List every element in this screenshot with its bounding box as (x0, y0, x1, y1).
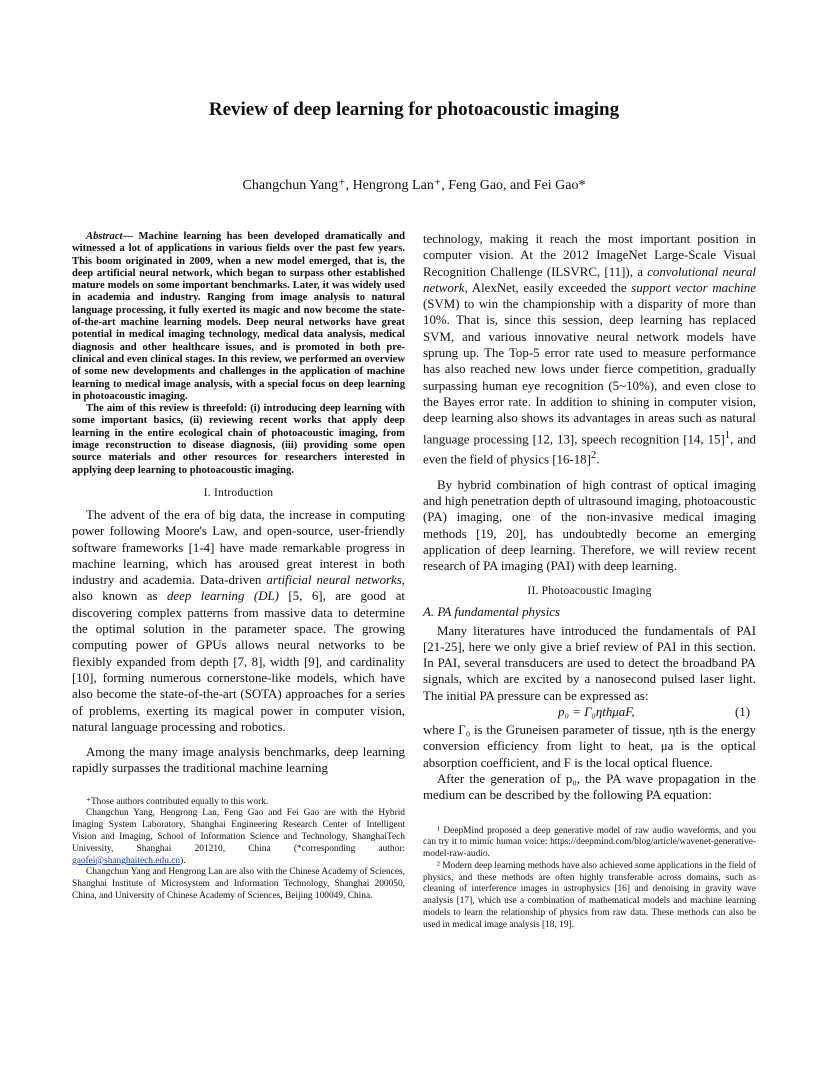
right-paragraph-2: By hybrid combination of high contrast of optical imaging and high penetration depth of ultrasound imaging, photoacoustic (PA) imaging, one of the non-invasive medical imaging methods [19, 20], has undoubtedly become an emerging application of deep learning. Therefore, we will review recent research of PA imaging (PAI) with deep learning. (423, 477, 756, 574)
right-text-c: (SVM) to win the championship with a disparity of more than 10%. That is, since this session, deep learning has replaced SVM, and various innovative neural network models have sprung up. The Top-5 error rate used to measure performance has also reached new lows under fierce competition, gradually surpassing human eye recognition (5~10%), and even close to the Bayes error rate. In addition to shining in computer vision, deep learning also shows its advantages in areas such as natural language processing [12, 13], speech recognition [14, 15] (423, 297, 756, 446)
author-list: Changchun Yang⁺, Hengrong Lan⁺, Feng Gao, and Fei Gao* (242, 178, 586, 193)
physics-paragraph-2: where Γ₀ is the Gruneisen parameter of tissue, ηth is the energy conversion efficiency from light to heat, μa is the optical absorption coefficient, and F is the local optical fluence. (423, 723, 756, 770)
affiliation-end: ). (180, 855, 186, 866)
footnote-2: ² Modern deep learning methods have also achieved some applications in the field of physics, and these methods are often highly transferable across domains, such as cleaning of interference images in astrophysics [16] and denoising in gravity wave analysis [17], which use a combination of mathematical models and machine learning models to learn the relationship of physics from raw data. These methods can also be used in medical image analysis [18, 19]. (423, 860, 756, 930)
right-paragraph-1 (423, 231, 756, 468)
right-column (423, 231, 756, 932)
left-column (72, 231, 405, 903)
equation-1 (423, 704, 756, 722)
right-text-e: . (596, 452, 600, 467)
intro-emphasis-dl: deep learning (DL) (166, 589, 279, 604)
footnote-contrib: ⁺Those authors contributed equally to this work. (86, 796, 269, 807)
footnote-ref-1: 1 (724, 428, 731, 441)
right-text-a: technology, making it reach the most important position in computer vision. At the 2012 ImageNet Large-Scale Visual Recognition Challenge (ILSVRC, [11]), a (423, 232, 756, 279)
paragraph-gap (72, 735, 405, 744)
intro-text-c: [5, 6], are good at discovering complex patterns from massive data to determine the optimal solution in the parameter space. The growing computing power of GPUs allows neural networks to be flexibly expanded from depth [7, 8], width [9], and cardinality [10], forming numerous cornerstone-like models, which have also become the state-of-the-art (SOTA) approaches for a series of problems, exerting its magical power in computer vision, natural language processing and robotics. (72, 589, 405, 734)
physics-paragraph-3: After the generation of p₀, the PA wave propagation in the medium can be described by the following PA equation: (423, 771, 756, 803)
intro-emphasis-ann: artificial neural networks (266, 573, 402, 588)
physics-paragraph-1: Many literatures have introduced the fundamentals of PAI [21-25], here we only give a brief review of PAI in this section. In PAI, several transducers are used to detect the broadband PA signals, which are excited by a nanosecond pulsed laser light. The initial PA pressure can be expressed as: (423, 623, 756, 703)
footnote-1: ¹ DeepMind proposed a deep generative model of raw audio waveforms, and you can try it to mimic human voice: https://deepmind.com/blog/article/wavenet-generative-model-raw-audio. (423, 825, 756, 860)
affiliation-text: Changchun Yang, Hengrong Lan, Feng Gao and Fei Gao are with the Hybrid Imaging System Laboratory, Shanghai Engineering Research Center of Intelligent Vision and Imaging, School of Information Science and Technology, ShanghaiTech University, Shanghai 201210, China (*corresponding author: (72, 808, 405, 854)
intro-text-a: The advent of the era of big data, the increase in computing power following Moore's Law, and open-source, user-friendly software frameworks [1-4] have made remarkable progress in machine learning, which has aroused great interest in both industry and academia. Data-driven (72, 507, 405, 588)
intro-paragraph-2: Among the many image analysis benchmarks, deep learning rapidly surpasses the traditional machine learning (72, 745, 405, 776)
footnote-affiliation-1 (72, 808, 405, 867)
right-text-b: , AlexNet, easily exceeded the (464, 280, 632, 295)
abstract-text: Machine learning has been developed dramatically and witnessed a lot of applications in various fields over the past few years. This boom originated in 2009, when a new model emerged, that is, the deep artificial neural network, which began to surpass other established mature models on some important benchmarks. Later, it was widely used in academia and industry. Ranging from image analysis to natural language processing, it fully exerted its magic and now become the state-of-the-art machine learning models. Deep neural networks have great potential in medical imaging technology, medical data analysis, medical diagnosis and other healthcare issues, and is promoted in both pre-clinical and even clinical stages. In this review, we performed an overview of some new developments and challenges in the application of machine learning to medical image analysis, with a special focus on deep learning in photoacoustic imaging. (72, 231, 405, 402)
paragraph-gap (423, 468, 756, 477)
footnote-affiliation-2: Changchun Yang and Hengrong Lan are also with the Chinese Academy of Sciences, Shanghai Institute of Microsystem and Information Technology, Shanghai 200050, China, and University of Chinese Academy of Sciences, Beijing 100049, China. (72, 867, 405, 902)
paper-title: Review of deep learning for photoacoustic imaging (208, 99, 620, 120)
intro-text-b: , also known as (72, 573, 406, 604)
emphasis-cnn: convolutional neural network (423, 264, 756, 295)
abstract-label: Abstract— (86, 231, 134, 242)
right-text-d: , and even the field of physics [16-18] (423, 431, 756, 467)
subsection-heading-physics: A. PA fundamental physics (423, 604, 561, 619)
section-heading-photoacoustic: II. Photoacoustic Imaging (527, 584, 652, 597)
abstract-paragraph (72, 231, 405, 403)
intro-paragraph-1 (72, 507, 405, 735)
equation-number: (1) (734, 705, 750, 720)
emphasis-svm: support vector machine (631, 280, 757, 295)
abstract-aim: The aim of this review is threefold: (i) introducing deep learning with some important basics, (ii) reviewing recent works that apply deep learning in the entire ecological chain of photoacoustic imaging, from image reconstruction to disease diagnosis, (iii) providing some open source materials and other resources for researchers interested in applying deep learning to photoacoustic imaging. (72, 403, 405, 476)
email-link[interactable]: gaofei@shanghaitech.edu.cn (72, 855, 181, 866)
footnote-ref-2: 2 (590, 449, 597, 462)
section-heading-introduction: I. Introduction (203, 486, 274, 499)
equation-body: p₀ = Γ₀ηthμaF, (558, 705, 635, 720)
